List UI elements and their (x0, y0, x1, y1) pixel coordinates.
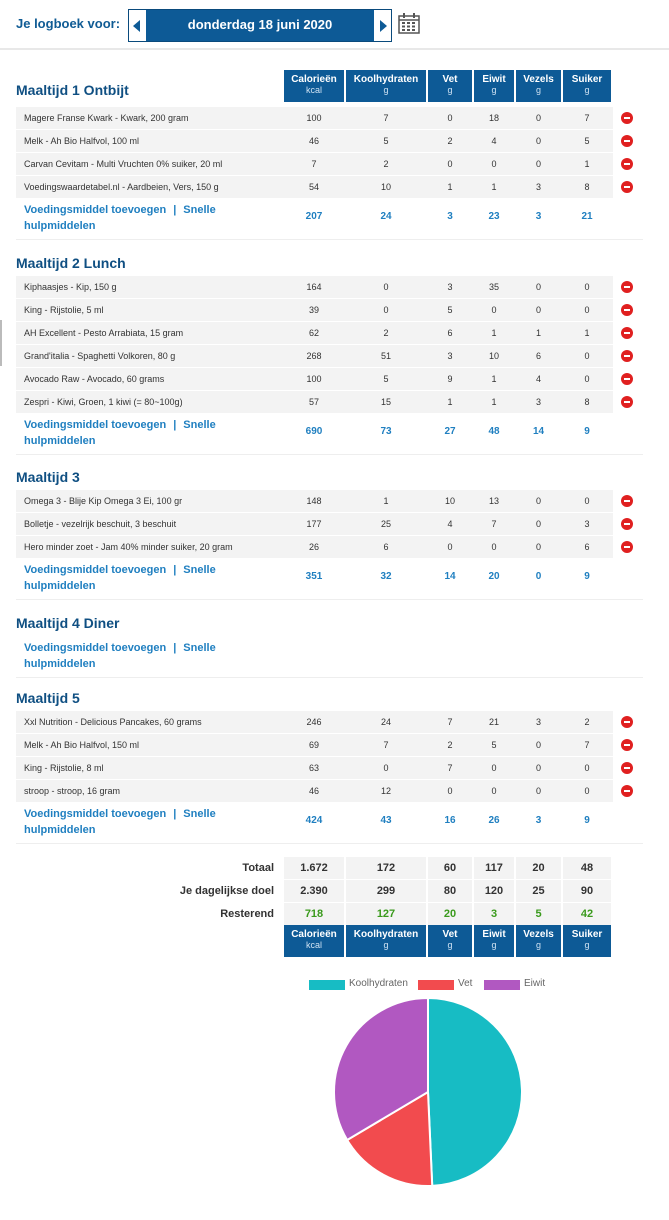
summary-value: 172 (346, 857, 426, 879)
column-header-unit: g (491, 85, 497, 95)
nutrient-value: 57 (308, 397, 319, 407)
meal-actions (24, 562, 224, 594)
column-header-unit: g (491, 940, 497, 950)
column-header-g-5 (563, 70, 611, 102)
chevron-left-icon (133, 20, 140, 32)
column-header-g-4 (516, 925, 561, 957)
logbook-label: Je logboek voor: (16, 16, 121, 31)
nutrient-value: 5 (383, 136, 389, 146)
remove-circle-icon[interactable] (621, 716, 633, 728)
column-header-name: Suiker (571, 929, 603, 940)
nutrient-value: 0 (535, 113, 541, 123)
nutrient-value: 5 (491, 740, 497, 750)
summary-value: 2.390 (284, 880, 344, 902)
nutrient-value: 5 (447, 305, 453, 315)
nutrient-value: 25 (380, 519, 391, 529)
legend-label-protein: Eiwit (524, 978, 546, 989)
nutrient-value: 7 (311, 159, 317, 169)
food-row[interactable] (16, 153, 613, 175)
nutrient-value: 7 (447, 763, 453, 773)
food-name: Kiphaasjes - Kip, 150 g (24, 282, 117, 292)
food-row[interactable] (16, 322, 613, 344)
meal-total-value: 21 (581, 211, 593, 222)
meal-actions (24, 806, 224, 838)
nutrient-value: 5 (383, 374, 389, 384)
nutrient-value: 0 (535, 159, 541, 169)
meal-actions (24, 640, 224, 672)
quick-tools-link[interactable]: Snelle (183, 564, 216, 576)
food-row[interactable] (16, 734, 613, 756)
meal-actions (24, 202, 224, 234)
meal-total-value: 32 (380, 571, 392, 582)
nutrient-value: 0 (535, 519, 541, 529)
food-name: Carvan Cevitam - Multi Vruchten 0% suiker, 20 ml (24, 159, 223, 169)
column-header-unit: g (383, 940, 389, 950)
column-header-name: Koolhydraten (353, 74, 419, 85)
nutrient-value: 0 (383, 282, 389, 292)
nutrient-value: 46 (308, 136, 319, 146)
nutrient-value: 1 (491, 397, 497, 407)
meal-separator (16, 239, 643, 240)
nutrient-value: 0 (584, 282, 590, 292)
nutrient-value: 54 (308, 182, 319, 192)
nutrient-value: 246 (306, 717, 322, 727)
nutrient-value: 0 (491, 763, 497, 773)
nutrient-value: 1 (584, 159, 590, 169)
column-header-unit: kcal (305, 940, 322, 950)
summary-value: 127 (346, 903, 426, 925)
food-name: Melk - Ah Bio Halfvol, 100 ml (24, 136, 140, 146)
date-toolbar (0, 0, 669, 50)
previous-day-button[interactable] (129, 10, 146, 41)
remove-circle-icon[interactable] (621, 158, 633, 170)
nutrient-value: 69 (308, 740, 319, 750)
nutrient-value: 0 (584, 786, 590, 796)
quick-tools-link-cont[interactable]: hulpmiddelen (24, 220, 96, 232)
nutrient-value: 177 (306, 519, 322, 529)
meal-total-value: 27 (444, 426, 456, 437)
food-row[interactable] (16, 711, 613, 733)
nutrient-value: 148 (306, 496, 322, 506)
chevron-right-icon (380, 20, 387, 32)
meal-total-value: 14 (444, 571, 456, 582)
nutrient-value: 0 (535, 136, 541, 146)
nutrient-value: 2 (584, 717, 590, 727)
nutrient-value: 0 (535, 542, 541, 552)
summary-value: 90 (563, 880, 611, 902)
meal-separator (16, 454, 643, 455)
link-divider: | (173, 564, 177, 576)
column-header-unit: g (584, 85, 590, 95)
food-name: Bolletje - vezelrijk beschuit, 3 beschuit (24, 519, 177, 529)
remove-circle-icon[interactable] (621, 181, 633, 193)
nutrient-value: 268 (306, 351, 322, 361)
food-row[interactable] (16, 107, 613, 129)
nutrient-value: 0 (383, 763, 389, 773)
nutrient-value: 6 (535, 351, 541, 361)
remove-circle-icon[interactable] (621, 135, 633, 147)
column-header-unit: kcal (305, 85, 322, 95)
summary-value: 48 (563, 857, 611, 879)
nutrient-value: 63 (308, 763, 319, 773)
nutrient-value: 164 (306, 282, 322, 292)
nutrient-value: 0 (584, 496, 590, 506)
food-name: Melk - Ah Bio Halfvol, 150 ml (24, 740, 140, 750)
meal-total-value: 23 (488, 211, 500, 222)
food-row[interactable] (16, 130, 613, 152)
column-header-kcal-0 (284, 70, 344, 102)
nutrient-value: 7 (383, 740, 389, 750)
nutrient-value: 0 (535, 763, 541, 773)
link-divider: | (173, 204, 177, 216)
food-name: King - Rijstolie, 5 ml (24, 305, 104, 315)
nutrient-value: 0 (584, 351, 590, 361)
remove-circle-icon[interactable] (621, 112, 633, 124)
food-name: Avocado Raw - Avocado, 60 grams (24, 374, 165, 384)
nutrient-value: 0 (535, 740, 541, 750)
column-header-unit: g (535, 85, 541, 95)
nutrient-value: 0 (447, 159, 453, 169)
nutrient-value: 0 (491, 542, 497, 552)
quick-tools-link[interactable]: Snelle (183, 808, 216, 820)
nutrient-value: 1 (447, 182, 453, 192)
column-header-g-2 (428, 925, 472, 957)
meal-total-value: 3 (447, 211, 453, 222)
meal-separator (16, 599, 643, 600)
nutrient-value: 3 (535, 182, 541, 192)
nutrient-value: 0 (447, 786, 453, 796)
meal-title: Maaltijd 5 (16, 690, 80, 706)
nutrient-value: 0 (535, 786, 541, 796)
food-row[interactable] (16, 391, 613, 413)
nutrient-value: 39 (308, 305, 319, 315)
summary-label: Je dagelijkse doel (179, 885, 274, 897)
food-row[interactable] (16, 536, 613, 558)
nutrient-value: 1 (491, 182, 497, 192)
food-row[interactable] (16, 345, 613, 367)
meal-title: Maaltijd 2 Lunch (16, 255, 126, 271)
remove-circle-icon[interactable] (621, 327, 633, 339)
meal-title: Maaltijd 1 Ontbijt (16, 82, 129, 98)
summary-value: 3 (474, 903, 514, 925)
nutrient-value: 0 (584, 305, 590, 315)
meal-actions (24, 417, 224, 449)
summary-value: 25 (516, 880, 561, 902)
summary-value: 80 (428, 880, 472, 902)
legend-swatch-fat (418, 980, 454, 990)
quick-tools-link-cont[interactable]: hulpmiddelen (24, 580, 96, 592)
meal-total-value: 0 (535, 571, 542, 582)
nutrient-value: 0 (535, 496, 541, 506)
nutrient-value: 13 (488, 496, 499, 506)
meal-total-value: 690 (305, 426, 323, 437)
column-header-g-1 (346, 925, 426, 957)
summary-value: 5 (516, 903, 561, 925)
link-divider: | (173, 642, 177, 654)
nutrient-value: 1 (447, 397, 453, 407)
meal-separator (16, 843, 643, 844)
summary-label: Totaal (242, 862, 274, 874)
add-food-link[interactable]: Voedingsmiddel toevoegen (24, 204, 167, 216)
summary-value: 117 (474, 857, 514, 879)
nutrient-value: 3 (447, 351, 453, 361)
column-header-name: Suiker (571, 74, 603, 85)
add-food-link[interactable]: Voedingsmiddel toevoegen (24, 808, 167, 820)
nutrient-value: 10 (380, 182, 391, 192)
legend-label-fat: Vet (458, 978, 473, 989)
remove-circle-icon[interactable] (621, 518, 633, 530)
nutrient-value: 15 (380, 397, 391, 407)
next-day-button[interactable] (374, 10, 391, 41)
column-header-g-3 (474, 70, 514, 102)
nutrient-value: 1 (383, 496, 389, 506)
nutrient-value: 0 (535, 282, 541, 292)
nutrient-value: 100 (306, 374, 322, 384)
quick-tools-link[interactable]: Snelle (183, 204, 216, 216)
pie-chart (0, 990, 669, 1220)
nutrient-value: 6 (584, 542, 590, 552)
remove-circle-icon[interactable] (621, 739, 633, 751)
remove-circle-icon[interactable] (621, 350, 633, 362)
food-name: Voedingswaardetabel.nl - Aardbeien, Vers, 150 g (24, 182, 219, 192)
add-food-link[interactable]: Voedingsmiddel toevoegen (24, 642, 167, 654)
summary-value: 718 (284, 903, 344, 925)
column-header-g-1 (346, 70, 426, 102)
meal-total-value: 48 (488, 426, 500, 437)
column-header-unit: g (584, 940, 590, 950)
nutrient-value: 18 (488, 113, 499, 123)
nutrient-value: 3 (584, 519, 590, 529)
nutrient-value: 10 (444, 496, 455, 506)
nutrient-value: 62 (308, 328, 319, 338)
nutrient-value: 24 (380, 717, 391, 727)
add-food-link[interactable]: Voedingsmiddel toevoegen (24, 564, 167, 576)
food-name: Magere Franse Kwark - Kwark, 200 gram (24, 113, 189, 123)
meal-total-value: 43 (380, 815, 392, 826)
divider (0, 48, 669, 50)
food-row[interactable] (16, 490, 613, 512)
quick-tools-link[interactable]: Snelle (183, 642, 216, 654)
meal-total-value: 20 (488, 571, 500, 582)
meal-total-value: 24 (380, 211, 392, 222)
quick-tools-link[interactable]: Snelle (183, 419, 216, 431)
food-name: Zespri - Kiwi, Groen, 1 kiwi (= 80~100g) (24, 397, 183, 407)
meal-total-value: 9 (584, 426, 590, 437)
current-date[interactable]: donderdag 18 juni 2020 (187, 17, 333, 32)
nutrient-value: 8 (584, 397, 590, 407)
nutrient-value: 7 (584, 740, 590, 750)
food-row[interactable] (16, 299, 613, 321)
column-header-name: Vezels (523, 929, 554, 940)
nutrient-value: 35 (488, 282, 499, 292)
column-header-unit: g (447, 85, 453, 95)
food-name: Grand'italia - Spaghetti Volkoren, 80 g (24, 351, 176, 361)
nutrient-value: 26 (308, 542, 319, 552)
food-row[interactable] (16, 368, 613, 390)
meal-title: Maaltijd 3 (16, 469, 80, 485)
food-row[interactable] (16, 757, 613, 779)
quick-tools-link-cont[interactable]: hulpmiddelen (24, 435, 96, 447)
remove-circle-icon[interactable] (621, 281, 633, 293)
nutrient-value: 2 (447, 136, 453, 146)
nutrient-value: 7 (447, 717, 453, 727)
nutrient-value: 6 (383, 542, 389, 552)
nutrient-value: 6 (447, 328, 453, 338)
summary-value: 20 (428, 903, 472, 925)
column-header-name: Eiwit (482, 74, 506, 85)
link-divider: | (173, 419, 177, 431)
nutrient-value: 7 (584, 113, 590, 123)
nutrient-value: 8 (584, 182, 590, 192)
nutrient-value: 1 (584, 328, 590, 338)
nutrient-value: 0 (447, 542, 453, 552)
food-name: Xxl Nutrition - Delicious Pancakes, 60 grams (24, 717, 202, 727)
nutrient-value: 1 (491, 374, 497, 384)
remove-circle-icon[interactable] (621, 373, 633, 385)
column-header-g-5 (563, 925, 611, 957)
nutrient-value: 0 (491, 159, 497, 169)
meal-total-value: 207 (305, 211, 323, 222)
legend-swatch-carbs (309, 980, 345, 990)
meal-total-value: 73 (380, 426, 392, 437)
nutrient-value: 0 (447, 113, 453, 123)
meal-total-value: 9 (584, 815, 590, 826)
remove-circle-icon[interactable] (621, 785, 633, 797)
column-header-name: Vet (442, 74, 458, 85)
nutrient-value: 4 (535, 374, 541, 384)
meal-total-value: 3 (535, 815, 542, 826)
meal-total-value: 14 (532, 426, 545, 437)
column-header-name: Calorieën (291, 929, 337, 940)
remove-circle-icon[interactable] (621, 396, 633, 408)
column-header-kcal-0 (284, 925, 344, 957)
food-name: Hero minder zoet - Jam 40% minder suiker, 20 gram (24, 542, 233, 552)
summary-value: 42 (563, 903, 611, 925)
nutrient-value: 3 (535, 397, 541, 407)
food-name: AH Excellent - Pesto Arrabiata, 15 gram (24, 328, 184, 338)
nutrient-value: 0 (584, 374, 590, 384)
meal-total-value: 424 (305, 815, 323, 826)
food-name: Omega 3 - Blije Kip Omega 3 Ei, 100 gr (24, 496, 183, 506)
column-header-unit: g (535, 940, 541, 950)
nutrient-value: 46 (308, 786, 319, 796)
food-row[interactable] (16, 176, 613, 198)
link-divider: | (173, 808, 177, 820)
nutrient-value: 100 (306, 113, 322, 123)
nutrient-value: 2 (383, 159, 389, 169)
meal-total-value: 351 (305, 571, 323, 582)
summary-value: 20 (516, 857, 561, 879)
nutrient-value: 7 (491, 519, 497, 529)
column-header-name: Eiwit (482, 929, 506, 940)
nutrient-value: 9 (447, 374, 453, 384)
nutrient-value: 4 (491, 136, 497, 146)
date-picker (128, 9, 392, 42)
column-header-name: Vezels (523, 74, 554, 85)
nutrient-value: 3 (447, 282, 453, 292)
meal-total-value: 9 (584, 571, 590, 582)
pie-slice-koolhydraten[interactable] (428, 998, 522, 1186)
nutrient-value: 0 (491, 305, 497, 315)
nutrient-value: 0 (491, 786, 497, 796)
nutrient-value: 3 (535, 717, 541, 727)
summary-label: Resterend (220, 908, 274, 920)
nutrient-value: 2 (383, 328, 389, 338)
food-name: King - Rijstolie, 8 ml (24, 763, 104, 773)
nutrient-value: 12 (380, 786, 391, 796)
remove-circle-icon[interactable] (621, 762, 633, 774)
summary-value: 1.672 (284, 857, 344, 879)
column-header-name: Calorieën (291, 74, 337, 85)
legend-label-carbs: Koolhydraten (349, 978, 408, 989)
calendar-icon[interactable] (398, 12, 420, 34)
summary-value: 120 (474, 880, 514, 902)
meal-title: Maaltijd 4 Diner (16, 615, 120, 631)
summary-value: 60 (428, 857, 472, 879)
drawer-handle[interactable] (0, 320, 2, 366)
nutrient-value: 2 (447, 740, 453, 750)
nutrient-value: 4 (447, 519, 453, 529)
column-header-g-2 (428, 70, 472, 102)
remove-circle-icon[interactable] (621, 304, 633, 316)
nutrient-value: 7 (383, 113, 389, 123)
meal-total-value: 3 (535, 211, 542, 222)
meal-total-value: 26 (488, 815, 500, 826)
nutrient-value: 0 (383, 305, 389, 315)
meal-separator (16, 677, 643, 678)
add-food-link[interactable]: Voedingsmiddel toevoegen (24, 419, 167, 431)
column-header-unit: g (447, 940, 453, 950)
quick-tools-link-cont[interactable]: hulpmiddelen (24, 658, 96, 670)
food-row[interactable] (16, 780, 613, 802)
column-header-name: Vet (442, 929, 458, 940)
nutrient-value: 51 (380, 351, 391, 361)
nutrient-value: 0 (584, 763, 590, 773)
food-name: stroop - stroop, 16 gram (24, 786, 121, 796)
food-row[interactable] (16, 513, 613, 535)
meal-total-value: 16 (444, 815, 456, 826)
legend-swatch-protein (484, 980, 520, 990)
nutrient-value: 5 (584, 136, 590, 146)
food-row[interactable] (16, 276, 613, 298)
remove-circle-icon[interactable] (621, 541, 633, 553)
column-header-name: Koolhydraten (353, 929, 419, 940)
summary-value: 299 (346, 880, 426, 902)
column-header-unit: g (383, 85, 389, 95)
nutrient-value: 0 (535, 305, 541, 315)
nutrient-value: 1 (535, 328, 541, 338)
nutrient-value: 21 (488, 717, 499, 727)
nutrient-value: 10 (488, 351, 499, 361)
column-header-g-4 (516, 70, 561, 102)
remove-circle-icon[interactable] (621, 495, 633, 507)
column-header-g-3 (474, 925, 514, 957)
nutrient-value: 1 (491, 328, 497, 338)
quick-tools-link-cont[interactable]: hulpmiddelen (24, 824, 96, 836)
